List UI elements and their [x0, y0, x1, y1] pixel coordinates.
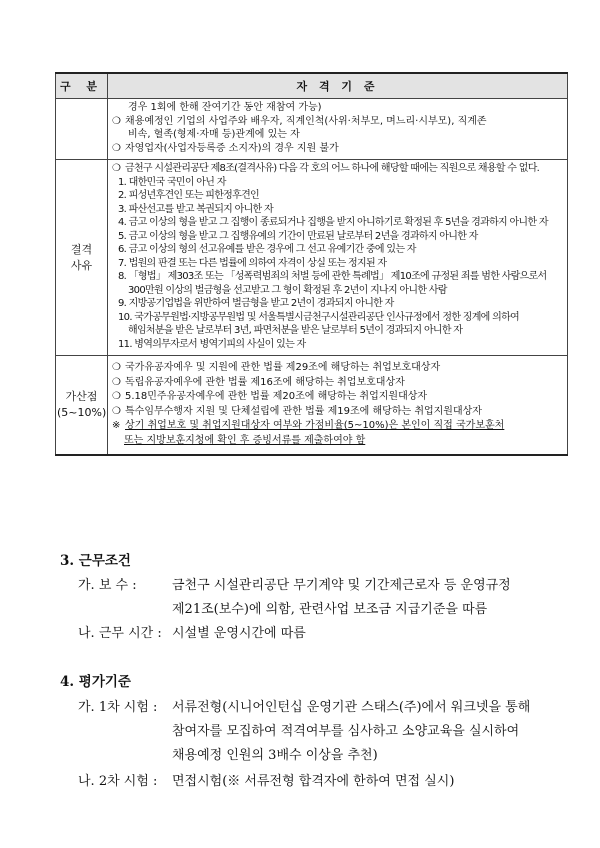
continuation-line: 경우 1회에 한해 잔여기간 동안 재참여 가능) — [128, 102, 322, 113]
list-item: ❍ 채용예정인 기업의 사업주와 배우자, 직계인척(사위·처부모, 며느리·시부모), 직계존 — [112, 115, 487, 127]
disqualification-label: 결격 사유 — [56, 160, 108, 356]
first-exam-text: 채용예정 인원의 3배수 이상을 추천) — [172, 748, 378, 763]
table-header-row — [56, 73, 568, 99]
empty-category-cell — [56, 99, 108, 160]
reference-mark: ※ — [112, 420, 121, 431]
hollow-circle-icon: ❍ — [112, 362, 121, 373]
list-item: 6. 금고 이상의 형의 선고유예를 받은 경우에 그 선고 유예기간 중에 있는 자 — [118, 244, 416, 255]
pay-label: 가. 보 수 : — [78, 578, 137, 593]
first-exam-text: 서류전형(시니어인턴십 운영기관 스태스(주)에서 워크넷을 통해 — [172, 700, 531, 715]
pay-text-line: 금천구 시설관리공단 무기계약 및 기간제근로자 등 운영규정 — [172, 578, 511, 593]
bonus-criteria — [108, 356, 568, 456]
first-exam-text: 참여자를 모집하여 적격여부를 심사하고 소양교육을 실시하여 — [172, 724, 520, 739]
disqualification-intro: ❍ 금천구 시설관리공단 제8조(결격사유) 다음 각 호의 어느 하나에 해당할 때에는 직원으로 채용할 수 없다. — [112, 163, 540, 174]
header-category: 구 분 — [56, 73, 108, 99]
hours-text: 시설별 운영시간에 따름 — [172, 626, 306, 641]
list-item: 2. 피성년후견인 또는 피한정후견인 — [118, 190, 260, 201]
list-item: 3. 파산선고를 받고 복권되지 아니한 자 — [118, 203, 273, 215]
list-item: ❍ 5.18민주유공자예우에 관한 법률 제20조에 해당하는 취업지원대상자 — [112, 390, 563, 405]
list-item-continuation: 300만원 이상의 벌금형을 선고받고 그 형이 확정된 후 2년이 지나지 아니한 사람 — [128, 284, 447, 296]
list-item: ❍ 특수임무수행자 지원 및 단체설립에 관한 법률 제19조에 해당하는 취업지원대상자 — [112, 405, 563, 420]
header-criteria: 자 격 기 준 — [108, 73, 568, 99]
list-item: 7. 법원의 판결 또는 다른 법률에 의하여 자격이 상실 또는 정지된 자 — [118, 257, 387, 269]
list-item: ❍ 국가유공자예우 및 지원에 관한 법률 제29조에 해당하는 취업보호대상자 — [112, 361, 563, 376]
qualification-table — [55, 72, 568, 456]
hollow-circle-icon: ❍ — [112, 142, 121, 154]
list-item: 9. 지방공기업법을 위반하여 벌금형을 받고 2년이 경과되지 아니한 자 — [118, 298, 394, 309]
hollow-circle-icon: ❍ — [112, 391, 121, 402]
list-item: ❍ 독립유공자예우에 관한 법률 제16조에 해당하는 취업보호대상자 — [112, 376, 563, 391]
list-item: 5. 금고 이상의 형을 받고 그 집행유예의 기간이 만료된 날로부터 2년을 경과하지 아니한 자 — [118, 230, 478, 242]
list-item: ❍ 자영업자(사업자등록증 소지자)의 경우 지원 불가 — [112, 142, 339, 154]
top-continuation-row — [56, 99, 568, 160]
hollow-circle-icon: ❍ — [112, 163, 121, 174]
pay-text-line: 제21조(보수)에 의함, 관련사업 보조금 지급기준을 따름 — [172, 602, 488, 617]
section-4-title: 4. 평가기준 — [60, 674, 131, 690]
list-item-continuation: 해임처분을 받은 날로부터 3년, 파면처분을 받은 날로부터 5년이 경과되지 아니한 자 — [128, 325, 463, 336]
disqualification-criteria — [108, 160, 568, 356]
list-item: 1. 대한민국 국민이 아닌 자 — [118, 176, 226, 188]
bonus-note: ※ 상기 취업보호 및 취업지원대상자 여부와 가점비율(5~10%)은 본인이 직접 국가보훈처 — [112, 419, 563, 434]
first-exam-label: 가. 1차 시험 : — [78, 700, 158, 715]
hollow-circle-icon: ❍ — [112, 405, 121, 417]
list-item: 4. 금고 이상의 형을 받고 그 집행이 종료되거나 집행을 받지 아니하기로 확정된 후 5년을 경과하지 아니한 자 — [118, 217, 548, 228]
hollow-circle-icon: ❍ — [112, 376, 121, 388]
hollow-circle-icon: ❍ — [112, 115, 121, 127]
second-exam-label: 나. 2차 시험 : — [78, 774, 158, 789]
bonus-row — [56, 356, 568, 456]
list-item: 10. 국가공무원법·지방공무원법 및 서울특별시금천구시설관리공단 인사규정에서 정한 징계에 의하여 — [118, 311, 519, 323]
list-item: 11. 병역의무자로서 병역기피의 사실이 있는 자 — [118, 338, 306, 350]
section-3-title: 3. 근무조건 — [60, 553, 131, 569]
list-item-continuation: 비속, 혈족(형제·자매 등)관계에 있는 자 — [128, 129, 300, 140]
second-exam-text: 면접시험(※ 서류전형 합격자에 한하여 면접 실시) — [172, 774, 455, 789]
disqualification-row — [56, 160, 568, 356]
hours-label: 나. 근무 시간 : — [78, 626, 162, 641]
top-criteria-cell — [108, 99, 568, 160]
bonus-label: 가산점 (5~10%) — [56, 356, 108, 456]
list-item: 8. 「형법」 제303조 또는 「성폭력범죄의 처벌 등에 관한 특례법」 제10조에 규정된 죄를 범한 사람으로서 — [118, 271, 547, 282]
bonus-note-continuation: 또는 지방보훈지청에 확인 후 증빙서류를 제출하여야 함 — [124, 434, 366, 446]
